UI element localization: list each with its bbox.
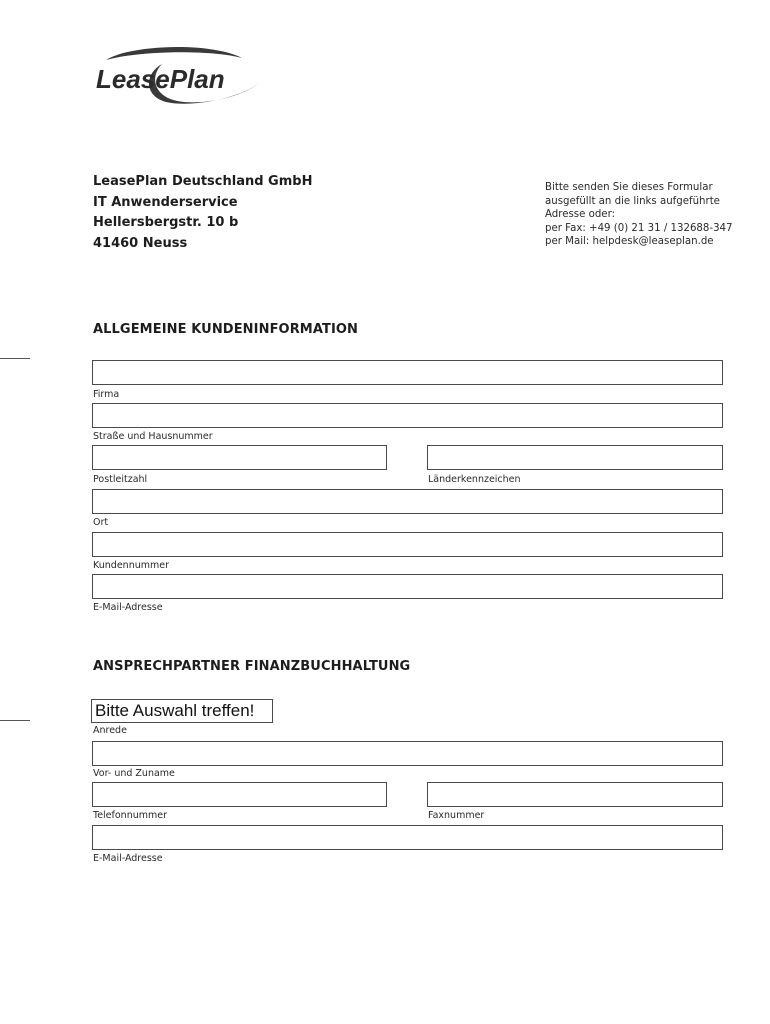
- fax-input[interactable]: [427, 782, 723, 807]
- kundennummer-input[interactable]: [92, 532, 723, 557]
- contact-email-input[interactable]: [92, 825, 723, 850]
- ort-label: Ort: [93, 517, 109, 528]
- laenderkennzeichen-label: Länderkennzeichen: [428, 474, 521, 485]
- section-title-accounting-contact: ANSPRECHPARTNER FINANZBUCHHALTUNG: [93, 659, 411, 674]
- fax-label: Faxnummer: [428, 810, 485, 821]
- fold-mark: [0, 358, 30, 359]
- postleitzahl-input[interactable]: [92, 445, 387, 470]
- contact-email-label: E-Mail-Adresse: [93, 853, 163, 864]
- firma-input[interactable]: [92, 360, 723, 385]
- anrede-label: Anrede: [93, 725, 127, 736]
- instructions-line-2: ausgefüllt an die links aufgeführte: [545, 195, 720, 207]
- instructions-line-4: per Fax: +49 (0) 21 31 / 132688-347: [545, 222, 733, 234]
- strasse-label: Straße und Hausnummer: [93, 431, 213, 442]
- strasse-input[interactable]: [92, 403, 723, 428]
- address-line-department: IT Anwenderservice: [93, 194, 238, 210]
- telefon-label: Telefonnummer: [93, 810, 167, 821]
- kundennummer-label: Kundennummer: [93, 560, 169, 571]
- address-line-street: Hellersbergstr. 10 b: [93, 215, 239, 230]
- anrede-select[interactable]: Bitte Auswahl treffen!: [91, 699, 273, 723]
- name-label: Vor- und Zuname: [93, 768, 175, 779]
- section-title-customer-info: ALLGEMEINE KUNDENINFORMATION: [93, 322, 359, 337]
- leaseplan-logo: [92, 46, 264, 110]
- svg-text:LeasePlan: LeasePlan: [96, 64, 225, 94]
- laenderkennzeichen-input[interactable]: [427, 445, 723, 470]
- instructions-line-3: Adresse oder:: [545, 209, 616, 220]
- instructions-line-5: per Mail: helpdesk@leaseplan.de: [545, 236, 714, 247]
- postleitzahl-label: Postleitzahl: [93, 474, 148, 485]
- address-line-city: 41460 Neuss: [93, 235, 188, 251]
- name-input[interactable]: [92, 741, 723, 766]
- customer-email-input[interactable]: [92, 574, 723, 599]
- fold-mark: [0, 720, 30, 721]
- ort-input[interactable]: [92, 489, 723, 514]
- customer-email-label: E-Mail-Adresse: [93, 602, 163, 613]
- telefon-input[interactable]: [92, 782, 387, 807]
- address-line-company: LeasePlan Deutschland GmbH: [93, 174, 313, 189]
- instructions-line-1: Bitte senden Sie dieses Formular: [545, 182, 713, 193]
- recipient-address: [93, 172, 312, 254]
- firma-label: Firma: [93, 389, 120, 400]
- submission-instructions: [545, 181, 733, 249]
